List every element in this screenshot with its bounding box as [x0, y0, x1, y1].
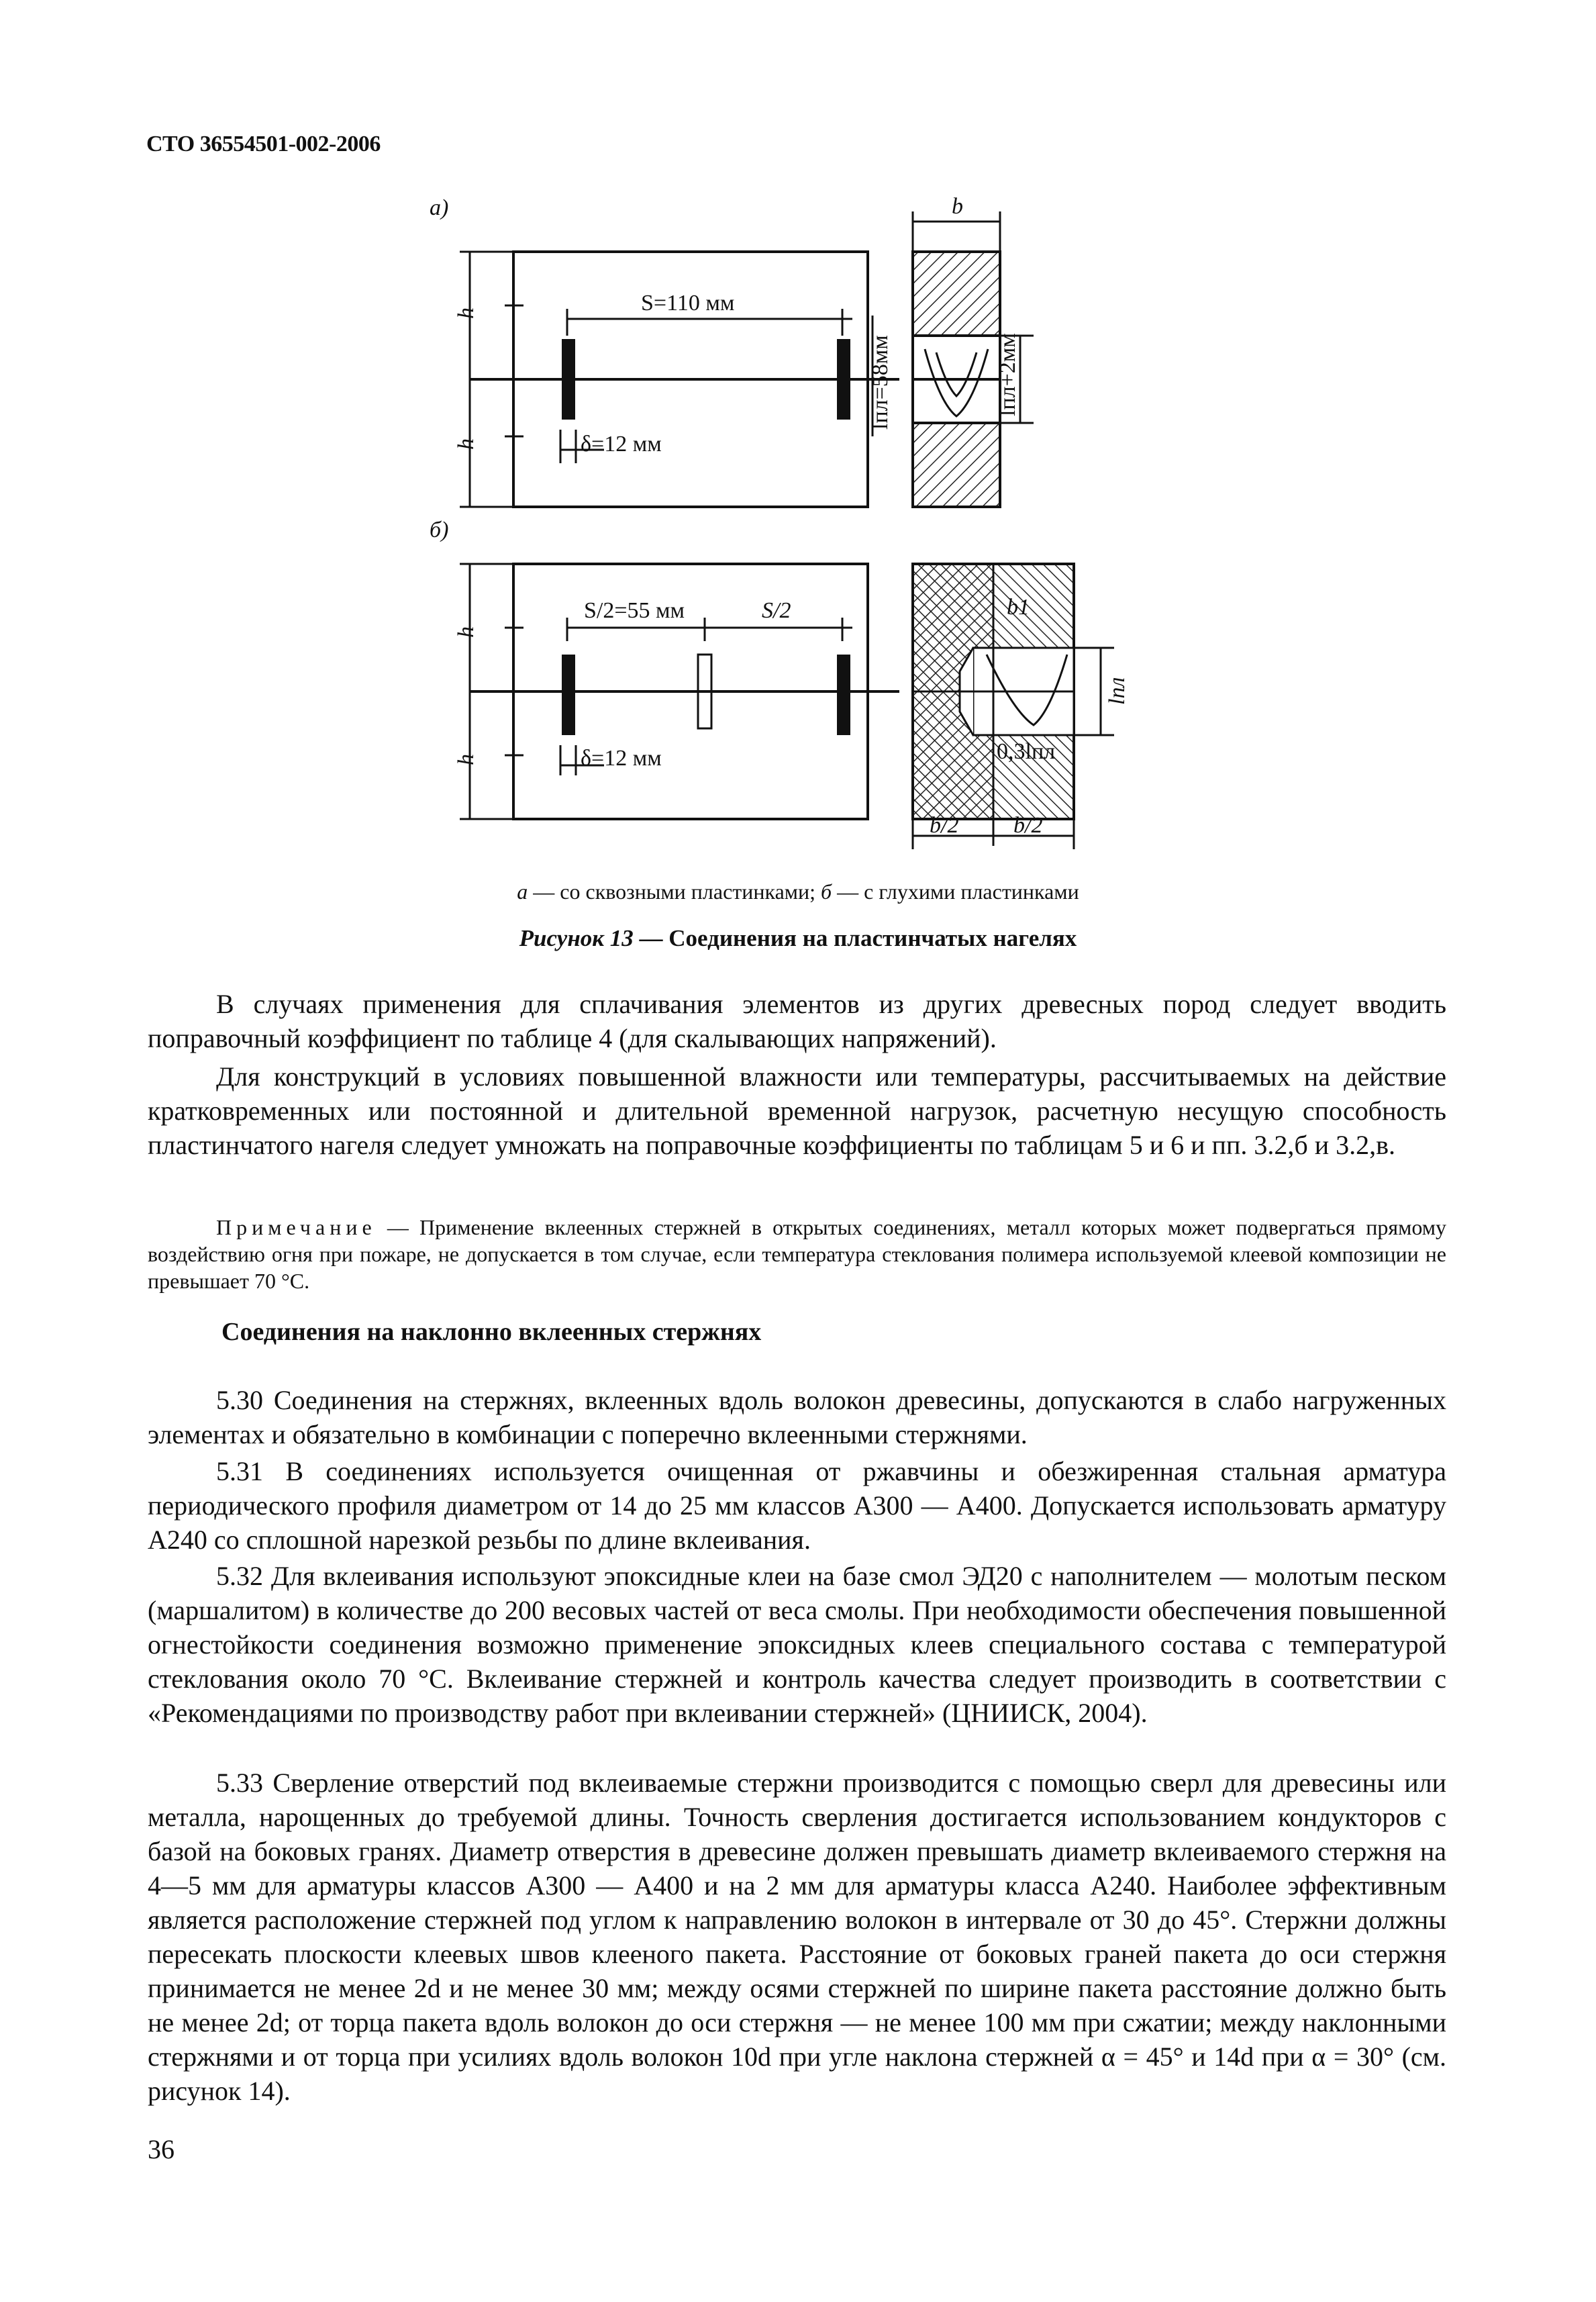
b-half-width-left: b/2: [930, 813, 959, 838]
document-code: СТО 36554501-002-2006: [146, 132, 381, 156]
page-number: 36: [148, 2134, 174, 2164]
figure-subcaption: а — со сквозными пластинками; б — с глухими пластинками: [517, 879, 1079, 904]
a-b-label: b: [952, 194, 963, 219]
panel-b-label: б): [430, 518, 449, 542]
b-spacing2-label: S/2: [762, 598, 791, 623]
clause-5-31: 5.31 В соединениях используется очищенная от ржавчины и обезжиренная стальная арматура периодического профиля диаметром от 14 до 25 мм классов А300 — А400. Допускается использовать арматуру А240 со сплошной нарезкой резьбы по длине вклеивания.: [148, 1456, 1446, 1555]
b-half-width-right: b/2: [1013, 813, 1043, 838]
note: Примечание — Применение вклеенных стержней в открытых соединениях, металл которых может подвергаться прямому воздействию огня при пожаре, не допускается в том случае, если температура стеклования полимера используемой клеевой композиции не превышает 70 °С.: [148, 1215, 1446, 1293]
b-plate-03-label: 0,3lпл: [997, 739, 1056, 764]
b-h2: h: [454, 754, 479, 765]
figure-caption: Рисунок 13 — Соединения на пластинчатых нагелях: [519, 925, 1077, 951]
clause-5-30: 5.30 Соединения на стержнях, вклеенных вдоль волокон древесины, допускаются в слабо нагруженных элементах и обязательно в комбинации с поперечно вклеенными стержнями.: [148, 1385, 1446, 1449]
b-b1-label: b1: [1007, 595, 1030, 620]
plate-right: [837, 339, 850, 420]
clause-5-32: 5.32 Для вклеивания используют эпоксидные клеи на базе смол ЭД20 с наполнителем — молотым песком (маршалитом) в количестве до 200 весовых частей от веса смолы. При необходимости обеспечения повышенной огнестойкости соединения возможно применение эпоксидных клеев специального состава с температурой стеклования около 70 °С. Вклеивание стержней и контроль качества следует производить в соответствии с «Рекомендациями по производству работ при вклеивании стержней» (ЦНИИСК, 2004).: [148, 1561, 1446, 1728]
a-h1: h: [454, 307, 479, 319]
a-h2: h: [454, 438, 479, 450]
b-h1: h: [454, 626, 479, 638]
panel-a-label: а): [430, 195, 449, 220]
panel-a-side-view: [460, 252, 899, 507]
a-thickness-label: δ=12 мм: [581, 432, 662, 457]
paragraph-2: Для конструкций в условиях повышенной влажности или температуры, рассчитываемых на действие кратковременных или постоянной и длительной временной нагрузок, расчетную несущую способность пластинчатого нагеля следует умножать на поправочные коэффициенты по таблицам 5 и 6 и пп. 3.2,б и 3.2,в.: [148, 1061, 1446, 1160]
b-spacing-label: S/2=55 мм: [584, 598, 685, 623]
a-plate-length-label: lпл=58мм: [868, 335, 893, 430]
b-thickness-label: δ=12 мм: [581, 746, 662, 771]
figure-13-drawing: [0, 0, 1596, 873]
a-spacing-label: S=110 мм: [641, 291, 735, 316]
a-plate-length2-label: lпл+2мм: [995, 333, 1020, 416]
paragraph-1: В случаях применения для сплачивания элементов из других древесных пород следует вводить поправочный коэффициент по таблице 4 (для скалывающих напряжений).: [148, 989, 1446, 1053]
clause-5-33: 5.33 Сверление отверстий под вклеиваемые стержни производится с помощью сверл для древесины или металла, нарощенных до требуемой длины. Точность сверления достигается использованием кондукторов с базой на боковых гранях. Диаметр отверстия в древесине должен превышать диаметр вклеиваемого стержня на 4—5 мм для арматуры классов А300 — А400 и на 2 мм для арматуры класса А240. Наиболее эффективным является расположение стержней под углом к направлению волокон в интервале от 30 до 45°. Стержни должны пересекать плоскости клеевых швов клееного пакета. Расстояние от боковых граней пакета до оси стержня принимается не менее 2d и не менее 30 мм; между осями стержней по ширине пакета расстояние должно быть не менее 2d; от торца пакета вдоль волокон до оси стержня — не менее 100 мм при сжатии; между наклонными стержнями и от торца при усилиях вдоль волокон 10d при угле наклона стержней α = 45° и 14d при α = 30° (см. рисунок 14).: [148, 1768, 1446, 2106]
section-heading: Соединения на наклонно вклеенных стержнях: [221, 1318, 762, 1346]
b-plate-length-label: lпл: [1105, 677, 1130, 705]
plate-left: [562, 339, 575, 420]
